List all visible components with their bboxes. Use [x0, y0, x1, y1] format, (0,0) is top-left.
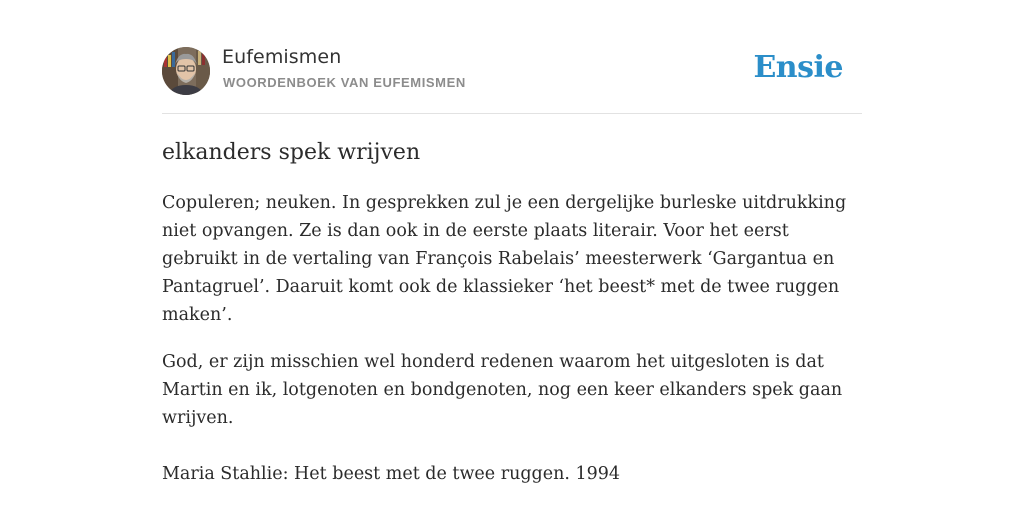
entry-title: elkanders spek wrijven: [162, 140, 421, 165]
entry-definition: Copuleren; neuken. In gesprekken zul je een dergelijke burleske uitdrukking niet opvangen. Ze is dan ook in de eerste plaats literair. Voor het eerst gebruikt in de vertaling van François Rabelais’ meesterwerk ‘Gargantua en Pantagruel’. Daaruit komt ook de klassieker ‘het beest* met de twee ruggen maken’.: [162, 193, 847, 325]
entry-source: Maria Stahlie: Het beest met de twee ruggen. 1994: [162, 464, 621, 484]
author-subtitle[interactable]: WOORDENBOEK VAN EUFEMISMEN: [223, 75, 466, 90]
author-name[interactable]: Eufemismen: [222, 46, 342, 68]
ensie-logo[interactable]: Ensie: [753, 50, 843, 85]
author-portrait-icon: [162, 47, 210, 95]
card-header: [162, 46, 862, 114]
author-avatar[interactable]: [162, 47, 210, 95]
entry-card: [162, 46, 862, 488]
entry-example: God, er zijn misschien wel honderd redenen waarom het uitgesloten is dat Martin en ik, lotgenoten en bondgenoten, nog een keer elkanders spek gaan wrijven.: [162, 352, 843, 428]
